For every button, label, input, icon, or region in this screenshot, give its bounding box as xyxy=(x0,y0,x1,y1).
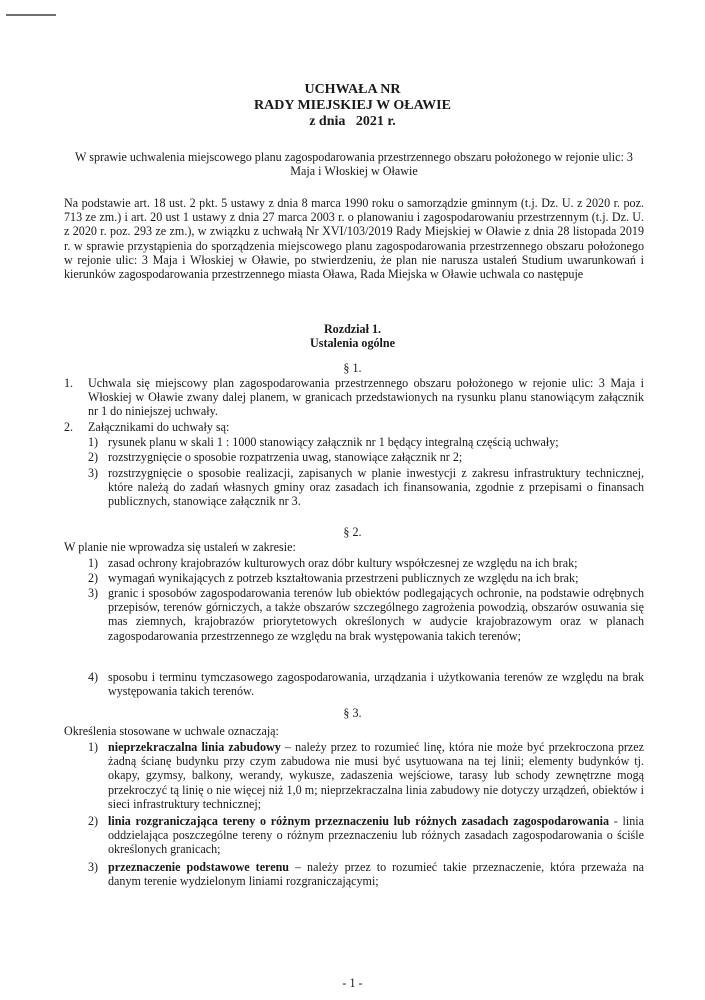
resolution-header xyxy=(0,82,705,130)
resolution-date: z dnia 2021 r. xyxy=(309,114,396,129)
list-item: 2) wymagań wynikających z potrzeb kształtowania przestrzeni publicznych ze względu na ich brak; xyxy=(88,571,579,585)
definition-text: – należy przez to rozumieć takie przeznaczenie, która przeważa na danym terenie wydzielonym liniami rozgraniczającymi; xyxy=(108,860,644,889)
paragraph-number: 2. xyxy=(64,420,74,434)
list-item: 1) rysunek planu w skali 1 : 1000 stanowiący załącznik nr 1 będący integralną częścią uchwały; xyxy=(88,435,559,449)
section-1-mark: § 1. xyxy=(343,361,362,375)
list-item: 2) rozstrzygnięcie o sposobie rozpatrzenia uwag, stanowiące załącznik nr 2; xyxy=(88,450,463,464)
paragraph-text: Załącznikami do uchwały są: xyxy=(88,420,230,434)
resolution-number: UCHWAŁA NR xyxy=(304,82,401,97)
definition-term: nieprzekraczalna linia zabudowy xyxy=(108,740,281,754)
definition-item: 2) linia rozgraniczająca tereny o różnym przeznaczeniu lub różnych zasadach zagospodarowania - linia oddzielająca poszczególne tereny o różnym przeznaczeniu lub różnych zasadach zagospodarowania o ściśle określonych granicach; xyxy=(88,814,645,857)
s2-intro: W planie nie wprowadza się ustaleń w zakresie: xyxy=(64,540,296,554)
resolution-subject: W sprawie uchwalenia miejscowego planu zagospodarowania przestrzennego obszaru położonego w rejonie ulic: 3 Maja i Włoskiej w Oławie xyxy=(75,150,633,179)
preamble: Na podstawie art. 18 ust. 2 pkt. 5 ustawy z dnia 8 marca 1990 roku o samorządzie gminnym (t.j. Dz. U. z 2020 r. poz. 713 ze zm.) i art. 20 ust 1 ustawy z dnia 27 marca 2003 r. o planowaniu i zagospodarowaniu przestrzennym (t.j. Dz. U. z 2020 r. poz. 293 ze zm.), w związku z uchwałą Nr XVI/103/2019 Rady Miejskiej w Oławie z dnia 28 listopada 2019 r. w sprawie przystąpienia do sporządzenia miejscowego planu zagospodarowania przestrzennego obszaru położonego w rejonie ulic: 3 Maja i Włoskiej w Oławie, po stwierdzeniu, że plan nie narusza ustaleń Studium uwarunkowań i kierunków zagospodarowania przestrzennego miasta Oława, Rada Miejska w Oławie uchwala co następuje xyxy=(64,196,644,282)
paragraph-text: Uchwala się miejscowy plan zagospodarowania przestrzennego obszaru położonego w rejonie ulic: 3 Maja i Włoskiej w Oławie zwany dalej planem, w granicach przedstawionych na rysunku planu stanowiącym załącznik nr 1 do niniejszej uchwały. xyxy=(88,376,644,419)
definition-text: - linia oddzielająca poszczególne tereny o różnym przeznaczeniu lub różnych zasadach zagospodarowania o ściśle określonych granicach; xyxy=(108,814,645,857)
definition-term: linia rozgraniczająca tereny o różnym przeznaczeniu lub różnych zasadach zagospodarowania xyxy=(108,814,610,828)
s3-intro: Określenia stosowane w uchwale oznaczają: xyxy=(64,724,279,738)
council-name: RADY MIEJSKIEJ W OŁAWIE xyxy=(254,98,451,113)
chapter-title: Rozdział 1. xyxy=(323,322,382,336)
s1-paragraph-1 xyxy=(64,376,644,419)
list-item: 1) zasad ochrony krajobrazów kulturowych oraz dóbr kultury współczesnej ze względu na ich brak; xyxy=(88,556,578,570)
list-item: 4) sposobu i terminu tymczasowego zagospodarowania, urządzania i użytkowania terenów ze względu na brak występowania takich terenów. xyxy=(88,670,644,699)
definition-term: przeznaczenie podstawowe terenu xyxy=(108,860,290,874)
list-item: 3) rozstrzygnięcie o sposobie realizacji, zapisanych w planie inwestycji z zakresu infrastruktury technicznej, które należą do zadań własnych gminy oraz zasadach ich finansowania, zgodnie z przepisami o finansach publicznych, stanowiące załącznik nr 3. xyxy=(88,466,644,509)
definition-item: 3) przeznaczenie podstawowe terenu – należy przez to rozumieć takie przeznaczenie, która przeważa na danym terenie wydzielonym liniami rozgraniczającymi; xyxy=(88,860,644,889)
section-3-mark: § 3. xyxy=(343,706,362,720)
paragraph-number: 1. xyxy=(64,376,74,390)
definition-text: – należy przez to rozumieć linę, która nie może być przekroczona przez żadną ścianę budynku przy czym zabudowa nie musi być usytuowana na tej linii; elementy budynków tj. okapy, gzymsy, balkony, werandy, wykusze, zadaszenia wejściowe, tarasy lub schody zewnętrzne mogą przekroczyć tą linię o nie więcej niż 1,0 m; nieprzekraczalna linia zabudowy nie dotyczy urządzeń, obiektów i sieci infrastruktury technicznej; xyxy=(108,740,644,811)
scan-mark xyxy=(6,14,56,16)
chapter-subtitle: Ustalenia ogólne xyxy=(310,336,395,350)
definition-item: 1) nieprzekraczalna linia zabudowy – należy przez to rozumieć linę, która nie może być przekroczona przez żadną ścianę budynku przy czym zabudowa nie musi być usytuowana na tej linii; elementy budynków tj. okapy, gzymsy, balkony, werandy, wykusze, zadaszenia wejściowe, tarasy lub schody zewnętrzne mogą przekroczyć tą linię o nie więcej niż 1,0 m; nieprzekraczalna linia zabudowy nie dotyczy urządzeń, obiektów i sieci infrastruktury technicznej; xyxy=(88,740,644,811)
s1-paragraph-2 xyxy=(64,420,644,434)
list-item: 3) granic i sposobów zagospodarowania terenów lub obiektów podlegających ochronie, na podstawie odrębnych przepisów, terenów górniczych, a także obszarów szczególnego zagrożenia powodzią, obszarów osuwania się mas ziemnych, krajobrazów priorytetowych określonych w audycie krajobrazowym oraz w planach zagospodarowania przestrzennego ze względu na brak występowania takich terenów; xyxy=(88,586,644,643)
section-2-mark: § 2. xyxy=(343,525,362,539)
page-number: - 1 - xyxy=(342,976,363,990)
